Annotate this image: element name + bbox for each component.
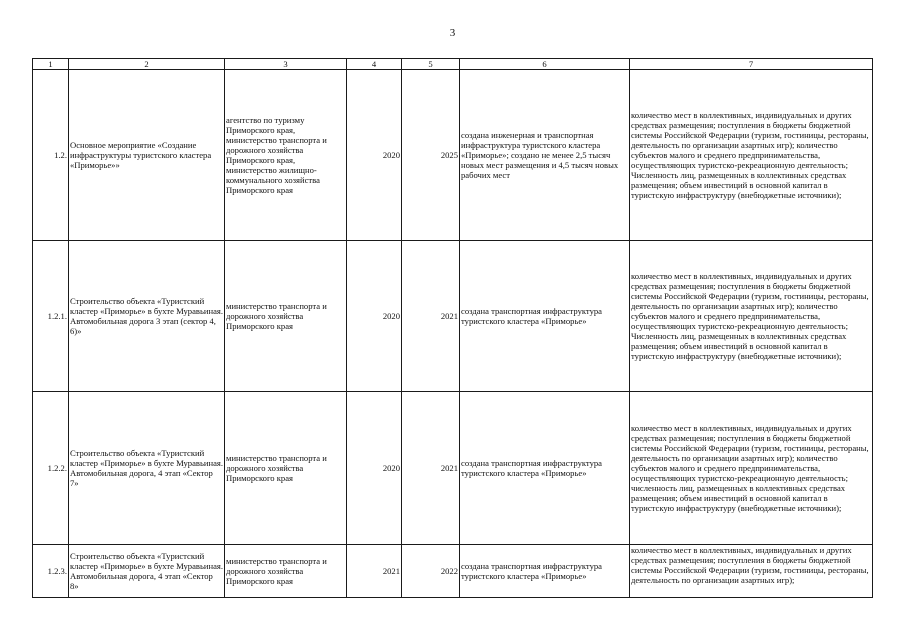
start-year: 2021 <box>347 545 402 598</box>
row-number: 1.2.2. <box>33 392 69 545</box>
table-row <box>33 70 873 241</box>
executor: министерство транспорта и дорожного хозяйства Приморского края <box>225 392 347 545</box>
column-header: 3 <box>225 59 347 70</box>
expected-result: создана транспортная инфраструктура туристского кластера «Приморье» <box>460 545 630 598</box>
executor: министерство транспорта и дорожного хозяйства Приморского края <box>225 241 347 392</box>
indicators-text: количество мест в коллективных, индивидуальных и других средствах размещения; поступления в бюджеты бюджетной системы Российской Федерации (туризм, гостиницы, рестораны, деятельность по организации азартных игр); <box>631 545 869 586</box>
end-year: 2021 <box>402 241 460 392</box>
header-row <box>33 59 873 70</box>
end-year: 2022 <box>402 545 460 598</box>
measure-name: Строительство объекта «Туристский кластер «Приморье» в бухте Муравьиная. Автомобильная дорога, 4 этап «Сектор 8» <box>69 545 225 598</box>
measure-name: Основное мероприятие «Создание инфраструктуры туристского кластера «Приморье»» <box>69 70 225 241</box>
indicators: количество мест в коллективных, индивидуальных и других средствах размещения; поступления в бюджеты бюджетной системы Российской Федерации (туризм, гостиницы, рестораны, деятельность по организации азартных игр); количество субъектов малого и среднего предпринимательства, осуществляющих туристско-рекреационную деятельность; численность лиц, размещенных в коллективных средствах размещения; объем инвестиций в основной капитал в туристскую инфраструктуру (внебюджетные источники); <box>630 392 873 545</box>
start-year: 2020 <box>347 70 402 241</box>
end-year: 2025 <box>402 70 460 241</box>
table-row <box>33 241 873 392</box>
column-header: 2 <box>69 59 225 70</box>
table-row <box>33 545 873 598</box>
column-header: 6 <box>460 59 630 70</box>
column-header: 7 <box>630 59 873 70</box>
program-table <box>32 58 873 598</box>
executor: агентство по туризму Приморского края, министерство транспорта и дорожного хозяйства Приморского края, министерство жилищно-коммунального хозяйства Приморского края <box>225 70 347 241</box>
indicators <box>630 545 873 598</box>
executor: министерство транспорта и дорожного хозяйства Приморского края <box>225 545 347 598</box>
expected-result: создана транспортная инфраструктура туристского кластера «Приморье» <box>460 241 630 392</box>
expected-result: создана инженерная и транспортная инфраструктура туристского кластера «Приморье»; создано не менее 2,5 тысяч новых мест размещения и 4,5 тысяч новых рабочих мест <box>460 70 630 241</box>
start-year: 2020 <box>347 392 402 545</box>
measure-name: Строительство объекта «Туристский кластер «Приморье» в бухте Муравьиная. Автомобильная дорога 3 этап (сектор 4, 6)» <box>69 241 225 392</box>
column-header: 5 <box>402 59 460 70</box>
end-year: 2021 <box>402 392 460 545</box>
row-number: 1.2. <box>33 70 69 241</box>
row-number: 1.2.3. <box>33 545 69 598</box>
measure-name: Строительство объекта «Туристский кластер «Приморье» в бухте Муравьиная. Автомобильная дорога, 4 этап «Сектор 7» <box>69 392 225 545</box>
column-header: 4 <box>347 59 402 70</box>
indicators: количество мест в коллективных, индивидуальных и других средствах размещения; поступления в бюджеты бюджетной системы Российской Федерации (туризм, гостиницы, рестораны, деятельность по организации азартных игр); количество субъектов малого и среднего предпринимательства, осуществляющих туристско-рекреационную деятельность; Численность лиц, размещенных в коллективных средствах размещения; объем инвестиций в основной капитал в туристскую инфраструктуру (внебюджетные источники); <box>630 70 873 241</box>
table-row <box>33 392 873 545</box>
page-number: 3 <box>449 27 456 39</box>
indicators: количество мест в коллективных, индивидуальных и других средствах размещения; поступления в бюджеты бюджетной системы Российской Федерации (туризм, гостиницы, рестораны, деятельность по организации азартных игр); количество субъектов малого и среднего предпринимательства, осуществляющих туристско-рекреационную деятельность; Численность лиц, размещенных в коллективных средствах размещения; объем инвестиций в основной капитал в туристскую инфраструктуру (внебюджетные источники); <box>630 241 873 392</box>
expected-result: создана транспортная инфраструктура туристского кластера «Приморье» <box>460 392 630 545</box>
start-year: 2020 <box>347 241 402 392</box>
column-header: 1 <box>33 59 69 70</box>
row-number: 1.2.1. <box>33 241 69 392</box>
